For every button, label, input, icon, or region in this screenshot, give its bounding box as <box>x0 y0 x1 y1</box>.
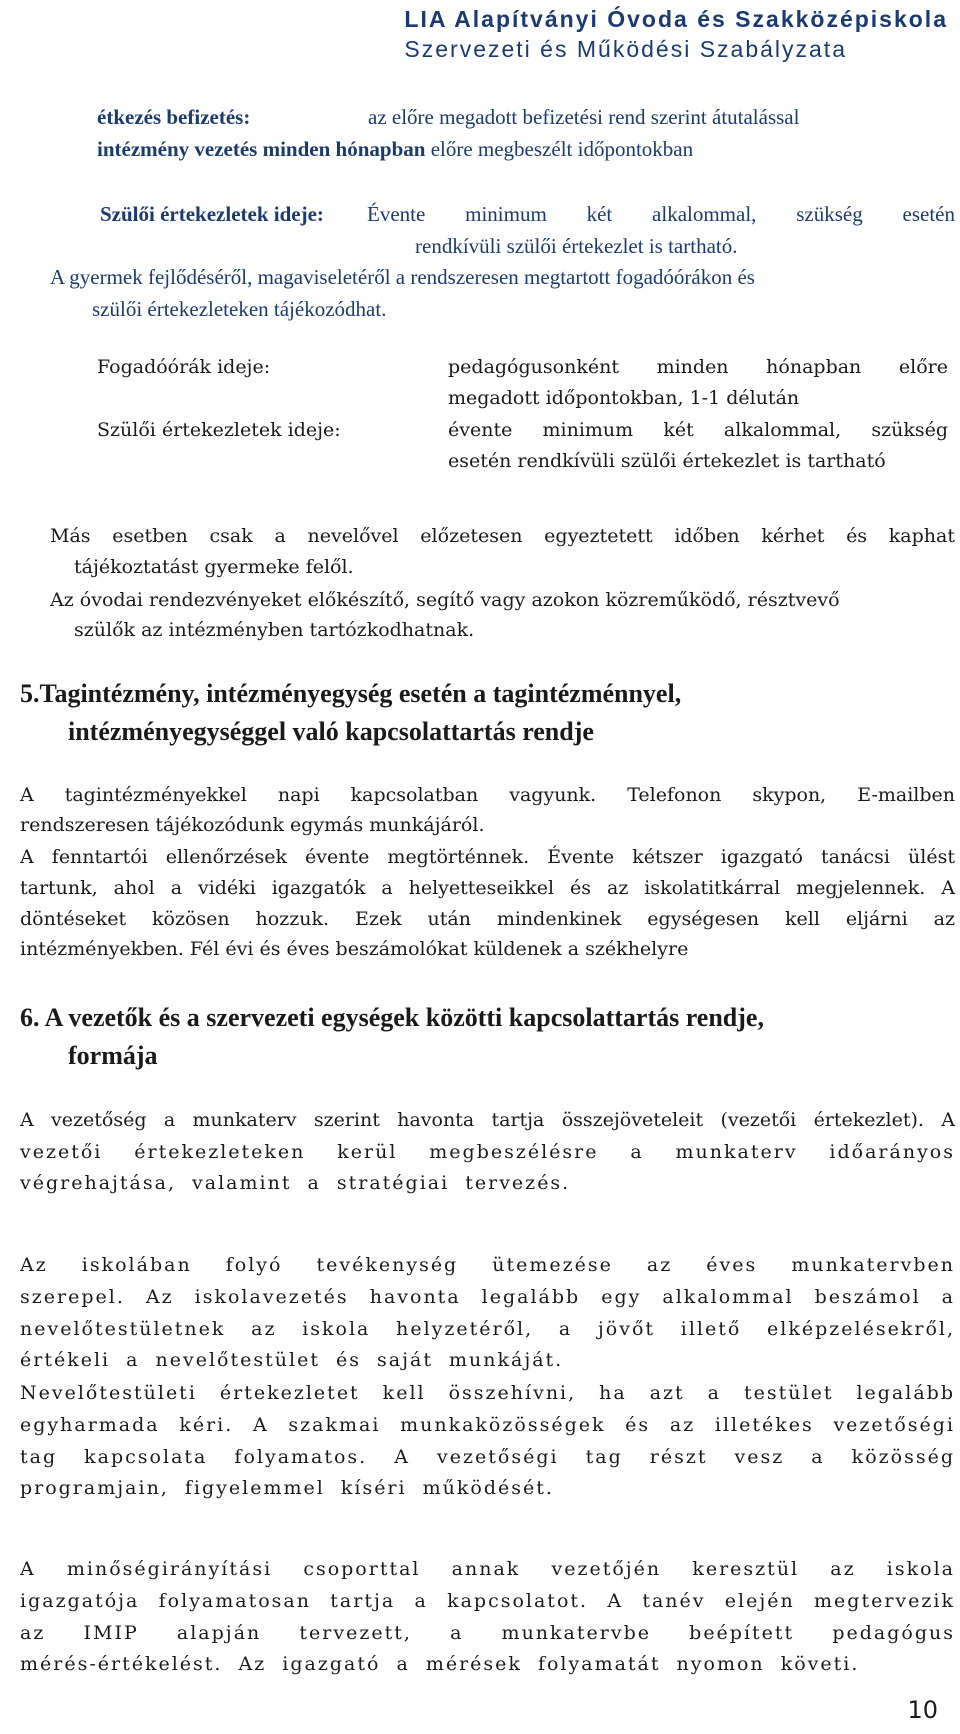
section5-title-line2: intézményegységgel való kapcsolattartás rendje <box>68 717 594 746</box>
document-header <box>404 4 948 64</box>
section6-p1-line3: végrehajtása, valamint a stratégiai tervezés. <box>20 1172 571 1194</box>
szuloi-value-intro-line2: rendkívüli szülői értekezlet is tartható. <box>415 234 738 258</box>
gyermek-line1: A gyermek fejlődéséről, magaviseletéről a rendszeresen megtartott fogadóórákon és <box>50 265 755 289</box>
header-title: LIA Alapítványi Óvoda és Szakközépiskola <box>404 6 948 32</box>
szuloi-label-table: Szülői értekezletek ideje: <box>97 419 341 441</box>
header-subtitle: Szervezeti és Működési Szabályzata <box>404 36 847 62</box>
section6-p3-line1: Nevelőtestületi értekezletet kell összehívni, ha azt a testület legalább <box>20 1382 955 1404</box>
fogado-value-line2: megadott időpontokban, 1-1 délután <box>448 387 800 409</box>
section6-p1-line2: vezetői értekezleteken kerül megbeszélésre a munkaterv időarányos <box>20 1141 955 1163</box>
intezmeny-bold: intézmény vezetés minden hónapban <box>97 137 426 161</box>
section6-p2-line4: értékeli a nevelőtestület és saját munkáját. <box>20 1349 564 1371</box>
intezmeny-rest: előre megbeszélt időpontokban <box>425 137 694 161</box>
section5-p2-line3: döntéseket közösen hozzuk. Ezek után mindenkinek egységesen kell eljárni az <box>20 908 955 930</box>
section6-p4-line2: igazgatója folyamatosan tartja a kapcsolatot. A tanév elején megtervezik <box>20 1590 955 1612</box>
fogado-value-line1: pedagógusonként minden hónapban előre <box>448 356 948 378</box>
fogado-label: Fogadóórák ideje: <box>97 356 271 378</box>
section5-p1-line1: A tagintézményekkel napi kapcsolatban vagyunk. Telefonon skypon, E-mailben <box>20 784 955 806</box>
section5-title-line1 <box>20 676 681 712</box>
section5-p2-line4: intézményekben. Fél évi és éves beszámolókat küldenek a székhelyre <box>20 938 689 960</box>
section6-p2-line3: nevelőtestületnek az iskola helyzetéről, a jövőt illető elképzelésekről, <box>20 1318 955 1340</box>
section6-p4-line4: mérés-értékelést. Az igazgató a mérések folyamatát nyomon követi. <box>20 1653 860 1675</box>
etkezes-label: étkezés befizetés: <box>97 105 251 129</box>
ovodai-line1: Az óvodai rendezvényeket előkészítő, segítő vagy azokon közreműködő, résztvevő <box>50 589 840 611</box>
etkezes-value: az előre megadott befizetési rend szerint átutalással <box>368 105 800 129</box>
section6-p3-line4: programjain, figyelemmel kíséri működését. <box>20 1477 554 1499</box>
section5-title-text1: Tagintézmény, intézményegység esetén a tagintézménnyel, <box>39 679 682 708</box>
section6-p2-line1: Az iskolában folyó tevékenység ütemezése az éves munkatervben <box>20 1254 955 1276</box>
section5-p2-line2: tartunk, ahol a vidéki igazgatók a helyetteseikkel és az iskolatitkárral megjelennek. A <box>20 877 955 899</box>
ovodai-line2: szülők az intézményben tartózkodhatnak. <box>74 619 475 641</box>
section6-p3-line3: tag kapcsolata folyamatos. A vezetőségi tag részt vesz a közösség <box>20 1446 955 1468</box>
section5-p2-line1: A fenntartói ellenőrzések évente megtörténnek. Évente kétszer igazgató tanácsi ülést <box>20 846 955 868</box>
intezmeny-line <box>97 135 693 163</box>
section6-p3-line2: egyharmada kéri. A szakmai munkaközösségek és az illetékes vezetőségi <box>20 1414 955 1436</box>
section6-p1-line1: A vezetőség a munkaterv szerint havonta tartja összejöveteleit (vezetői értekezlet). A <box>20 1109 955 1131</box>
section6-p4-line3: az IMIP alapján tervezett, a munkatervbe beépített pedagógus <box>20 1622 955 1644</box>
page-number: 10 <box>907 1696 938 1724</box>
szuloi-value-intro-line1: Évente minimum két alkalommal, szükség esetén <box>367 202 955 226</box>
section6-title-line1: 6. A vezetők és a szervezeti egységek közötti kapcsolattartás rendje, <box>20 1003 764 1032</box>
mas-line2: tájékoztatást gyermeke felől. <box>74 556 354 578</box>
gyermek-line2: szülői értekezleteken tájékozódhat. <box>92 297 387 321</box>
mas-line1: Más esetben csak a nevelővel előzetesen egyeztetett időben kérhet és kaphat <box>50 525 955 547</box>
section5-p1-line2: rendszeresen tájékozódunk egymás munkájáról. <box>20 814 485 836</box>
szuloi-value-line2: esetén rendkívüli szülői értekezlet is tartható <box>448 450 886 472</box>
section6-p4-line1: A minőségirányítási csoporttal annak vezetőjén keresztül az iskola <box>20 1558 955 1580</box>
section5-number: 5. <box>20 679 40 708</box>
section6-p2-line2: szerepel. Az iskolavezetés havonta legalább egy alkalommal beszámol a <box>20 1286 955 1308</box>
section6-title-line2: formája <box>68 1041 158 1070</box>
szuloi-value-line1: évente minimum két alkalommal, szükség <box>448 419 948 441</box>
szuloi-label-intro: Szülői értekezletek ideje: <box>100 202 324 226</box>
